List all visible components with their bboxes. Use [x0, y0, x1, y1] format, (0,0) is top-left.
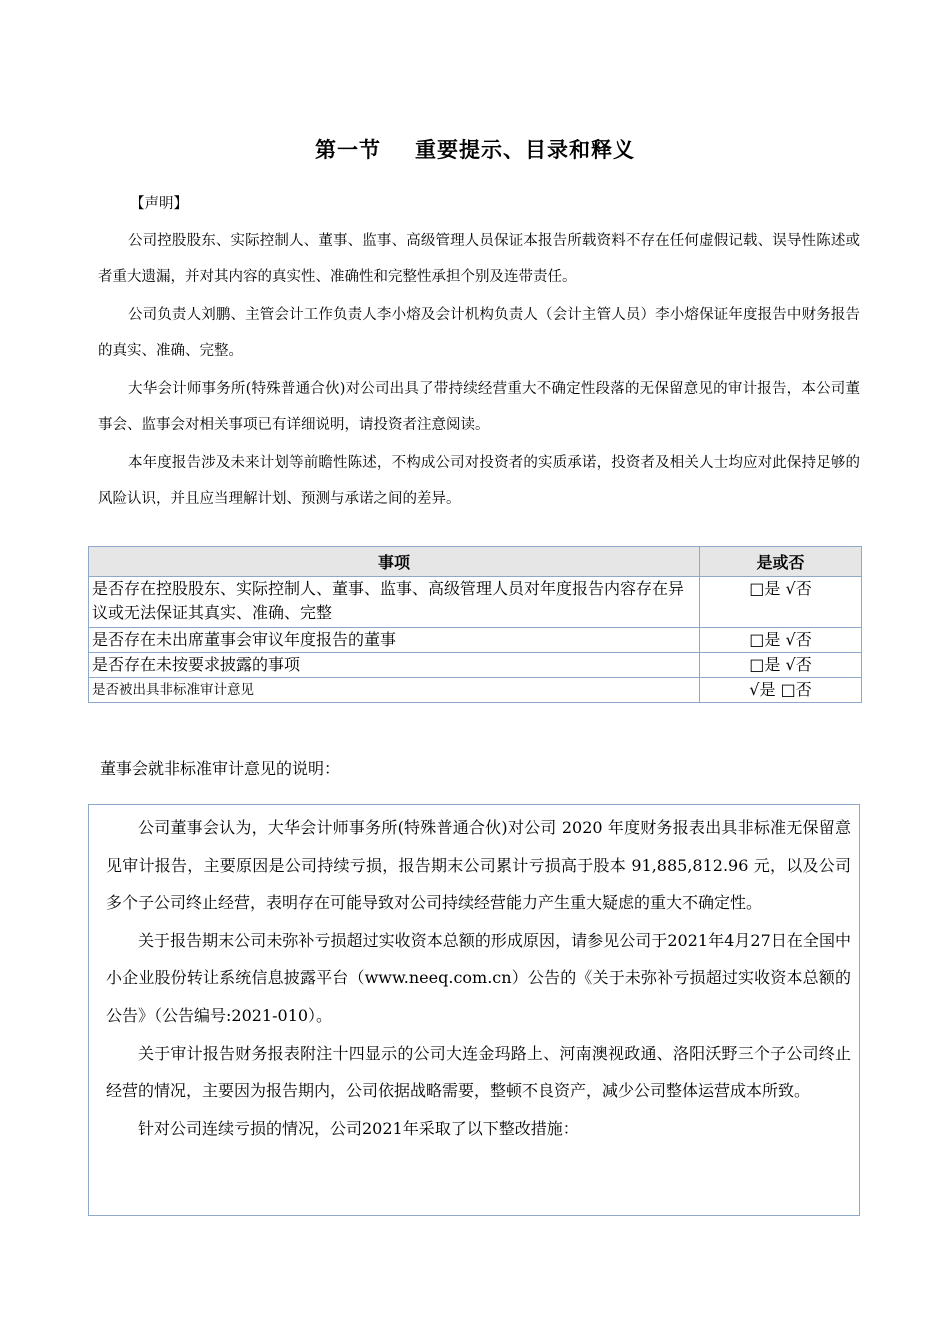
matter-answer: □是 √否 — [700, 653, 862, 678]
matter-answer: √是 □否 — [700, 678, 862, 703]
column-header-item: 事项 — [89, 547, 700, 577]
table-row — [89, 653, 862, 678]
matter-answer: □是 √否 — [700, 628, 862, 653]
matter-answer: □是 √否 — [700, 577, 862, 628]
declaration-paragraph: 大华会计师事务所(特殊普通合伙)对公司出具了带持续经营重大不确定性段落的无保留意见的审计报告，本公司董事会、监事会对相关事项已有详细说明，请投资者注意阅读。 — [98, 381, 860, 433]
board-statement-paragraph: 关于报告期末公司未弥补亏损超过实收资本总额的形成原因，请参见公司于2021年4月27日在全国中小企业股份转让系统信息披露平台（www.neeq.com.cn）公告的《关于未弥补亏损超过实收资本总额的公告》（公告编号:2021-010）。 — [106, 930, 851, 1025]
matter-item: 是否存在未出席董事会审议年度报告的董事 — [89, 628, 700, 653]
matters-table — [88, 546, 862, 703]
table-header-row — [89, 547, 862, 577]
declaration-label: 【声明】 — [130, 196, 188, 212]
board-statement-paragraph: 关于审计报告财务报表附注十四显示的公司大连金玛路上、河南澳视政通、洛阳沃野三个子公司终止经营的情况，主要因为报告期内，公司依据战略需要，整顿不良资产，减少公司整体运营成本所致。 — [106, 1043, 851, 1101]
column-header-answer: 是或否 — [700, 547, 862, 577]
matter-item: 是否存在未按要求披露的事项 — [89, 653, 700, 678]
section-number: 第一节 — [315, 138, 381, 162]
declaration-paragraph: 公司控股股东、实际控制人、董事、监事、高级管理人员保证本报告所载资料不存在任何虚假记载、误导性陈述或者重大遗漏，并对其内容的真实性、准确性和完整性承担个别及连带责任。 — [98, 233, 860, 285]
board-statement-paragraph: 针对公司连续亏损的情况，公司2021年采取了以下整改措施： — [138, 1118, 579, 1138]
matter-item: 是否被出具非标准审计意见 — [89, 678, 700, 703]
table-row — [89, 678, 862, 703]
board-statement-paragraph: 公司董事会认为，大华会计师事务所(特殊普通合伙)对公司 2020 年度财务报表出具非标准无保留意见审计报告，主要原因是公司持续亏损，报告期末公司累计亏损高于股本 91,885,812.96 元，以及公司多个子公司终止经营，表明存在可能导致对公司持续经营能力产生重大疑虑的重大不确定性。 — [106, 818, 851, 913]
declaration-paragraph: 公司负责人刘鹏、主管会计工作负责人李小熔及会计机构负责人（会计主管人员）李小熔保证年度报告中财务报告的真实、准确、完整。 — [98, 307, 860, 359]
board-statement-label: 董事会就非标准审计意见的说明： — [100, 759, 341, 778]
table-row — [89, 577, 862, 628]
section-heading: 重要提示、目录和释义 — [415, 138, 635, 162]
board-statement-box — [88, 804, 860, 1216]
section-title — [0, 134, 950, 164]
matter-item: 是否存在控股股东、实际控制人、董事、监事、高级管理人员对年度报告内容存在异议或无法保证其真实、准确、完整 — [89, 577, 700, 628]
declaration-paragraph: 本年度报告涉及未来计划等前瞻性陈述，不构成公司对投资者的实质承诺，投资者及相关人士均应对此保持足够的风险认识，并且应当理解计划、预测与承诺之间的差异。 — [98, 455, 860, 507]
table-row — [89, 628, 862, 653]
